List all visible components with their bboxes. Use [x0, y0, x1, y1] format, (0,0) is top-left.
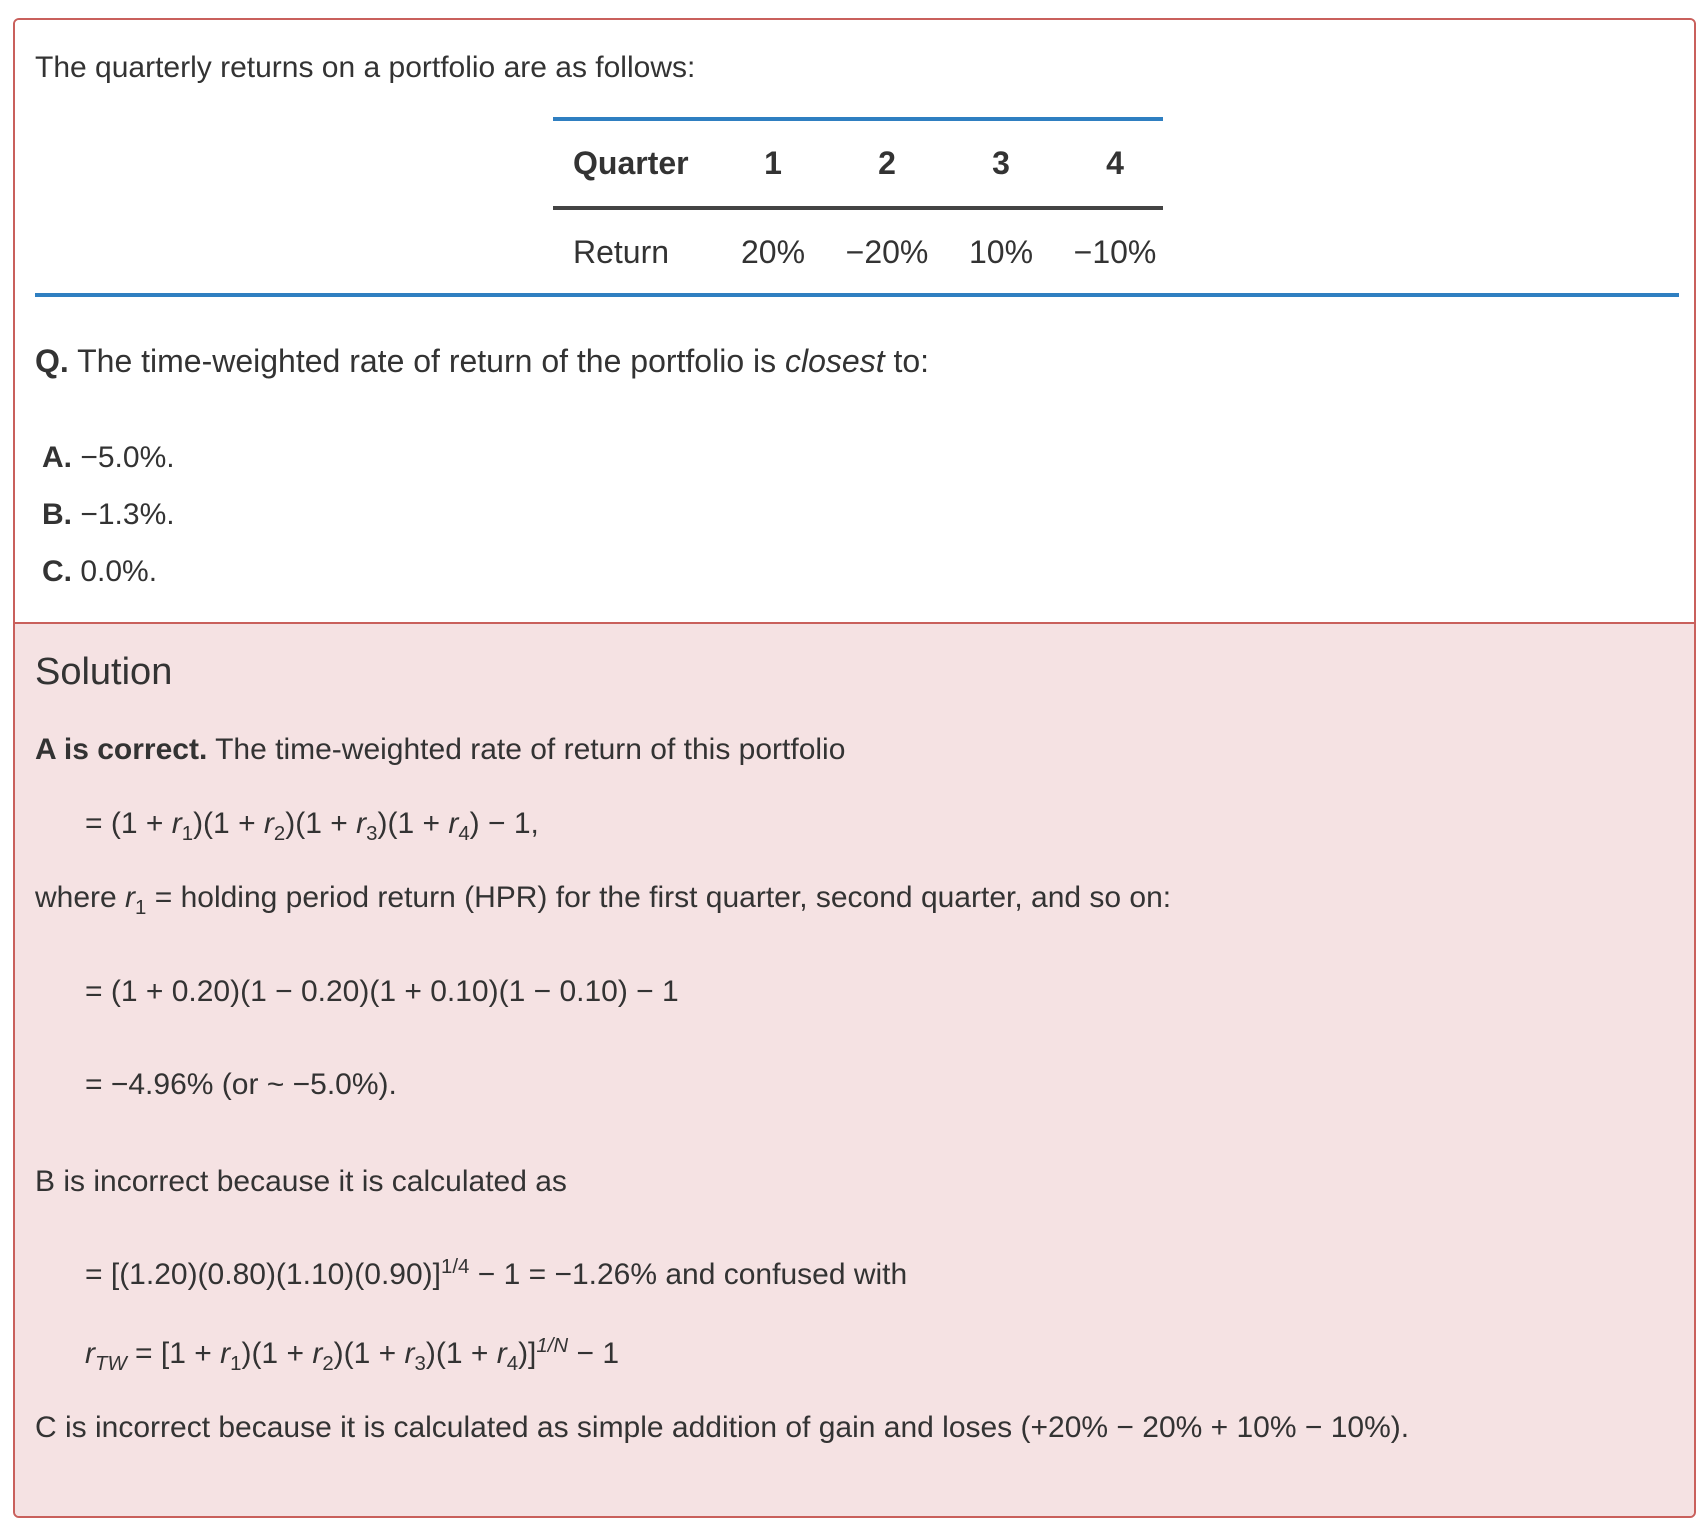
option-c[interactable] — [42, 554, 157, 590]
section-divider — [35, 293, 1679, 297]
question-card — [13, 18, 1696, 1518]
option-c-text: 0.0%. — [80, 555, 158, 588]
table-header-label: Quarter — [573, 145, 689, 181]
option-a-label: A. — [42, 441, 72, 474]
solution-correct-label: A is correct. — [35, 733, 208, 766]
table-header-q3: 3 — [992, 145, 1010, 181]
question-emphasis: closest — [785, 343, 885, 379]
question-pane — [15, 20, 1694, 622]
option-c-explanation: C is incorrect because it is calculated as simple addition of gain and loses (+20% − 20% + 10% − 10%). — [35, 1411, 1410, 1444]
formula-twr: = $(1 + r_1)(1 + r_2)(1 + r_3)(1 + r_4) - 1$, — [85, 807, 539, 845]
calc-step-1: = (1 + 0.20)(1 − 0.20)(1 + 0.10)(1 − 0.10) − 1 — [85, 975, 679, 1008]
question-text — [35, 342, 929, 380]
option-b-explanation: B is incorrect because it is calculated as — [35, 1165, 567, 1198]
solution-correct-text: The time-weighted rate of return of this portfolio — [215, 733, 846, 766]
table-header-q1: 1 — [764, 145, 782, 181]
where-definition: where $r_1$ = holding period return (HPR) for the first quarter, second quarter, and so on: — [35, 881, 1172, 919]
table-cell-return-q2: −20% — [845, 234, 929, 270]
table-header-rule — [553, 206, 1163, 210]
table-cell-return-q3: 10% — [968, 234, 1034, 270]
option-b-label: B. — [42, 498, 72, 531]
option-b[interactable] — [42, 497, 175, 533]
option-c-label: C. — [42, 555, 72, 588]
solution-pane — [15, 622, 1694, 1518]
table-header-q2: 2 — [878, 145, 896, 181]
table-cell-return-q1: 20% — [740, 234, 806, 270]
option-a[interactable] — [42, 440, 175, 476]
table-cell-return-q4: −10% — [1073, 234, 1157, 270]
solution-heading: Solution — [35, 651, 173, 693]
solution-correct — [35, 732, 845, 768]
option-a-text: −5.0%. — [80, 441, 175, 474]
table-top-rule — [553, 117, 1163, 121]
calc-step-2: = −4.96% (or ~ −5.0%). — [85, 1068, 397, 1101]
table-header-q4: 4 — [1106, 145, 1124, 181]
option-b-text: −1.3%. — [80, 498, 175, 531]
table-row-label: Return — [573, 234, 670, 270]
intro-text: The quarterly returns on a portfolio are as follows: — [35, 51, 696, 84]
question-text-after: to: — [893, 343, 930, 379]
question-text-before: The time-weighted rate of return of the portfolio is — [77, 343, 777, 379]
formula-rtw: $r_{TW} = [1 + r_1)(1 + r_2)(1 + r_3)(1 + r_4)]^{1/N} - 1$ — [85, 1335, 619, 1375]
question-prefix: Q. — [35, 343, 69, 379]
option-b-calc: = $[(1.20)(0.80)(1.10)(0.90)]^{1/4} - 1 = -1.26\%$ and confused with — [85, 1256, 908, 1291]
